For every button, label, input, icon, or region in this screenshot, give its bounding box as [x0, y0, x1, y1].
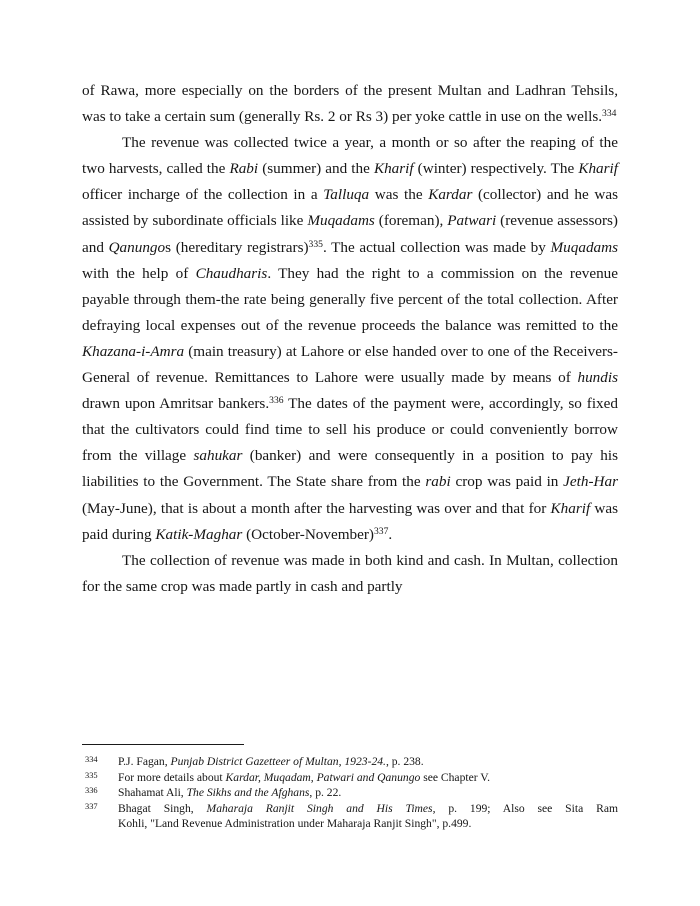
body-paragraph [82, 78, 618, 130]
italic-term: Rabi [229, 160, 259, 178]
footnote-list [82, 754, 618, 831]
text-run: P.J. Fagan, [118, 755, 171, 768]
footnote-reference: 336 [269, 395, 284, 407]
italic-term: Kharif [550, 499, 591, 517]
body-text-column [82, 78, 618, 600]
footnote-reference: 335 [308, 238, 323, 250]
text-run: Shahamat Ali, [118, 786, 187, 800]
text-run: see Chapter V. [420, 770, 491, 784]
text-run: of Rawa, more especially on the borders of the present Multan and Ladhran Tehsils, was to take a certain sum (generally Rs. 2 or Rs 3) per yoke cattle in use on the wells. [82, 82, 618, 126]
italic-term: hundis [577, 369, 618, 387]
text-run: (winter) respectively. The [413, 160, 579, 178]
text-run: (banker) and were consequently in a position to pay his liabilities to the Government. The State share from the [82, 447, 618, 491]
footnote-line [118, 817, 471, 830]
text-run: , p. 22. [309, 786, 342, 800]
footnote-item [82, 770, 618, 785]
text-run: crop was paid in [450, 473, 564, 491]
italic-term: Punjab District Gazetteer of Multan, 1923-24. [170, 755, 386, 768]
italic-term: Kardar, Muqadam, Patwari and Qanungo [225, 770, 421, 784]
text-run: (main treasury) at Lahore or else handed over to one of the Receivers-General of revenue. Remittances to Lahore were usually made by means of [82, 342, 618, 387]
text-run: drawn upon Amritsar bankers. [82, 395, 270, 413]
text-run: (May-June), that is about a month after the harvesting was over and that for [82, 499, 551, 517]
footnote-number: 334 [85, 755, 98, 764]
footnote-reference: 337 [374, 525, 389, 537]
italic-term: Jeth-Har [563, 473, 618, 491]
text-run: (summer) and the [258, 160, 374, 178]
footnote-item [82, 754, 618, 769]
text-run: For more details about [118, 770, 226, 784]
footnote-separator-rule [82, 744, 244, 745]
body-paragraph [82, 548, 618, 600]
footnote-item [82, 785, 618, 800]
text-run: The collection of revenue was made in both kind and cash. In Multan, collection for the same crop was made partly in cash and partly [82, 551, 618, 595]
text-run: p. 199; Also see Sita Ram [435, 801, 618, 815]
text-run: Bhagat Singh, [118, 801, 207, 815]
italic-term: Kharif [373, 160, 414, 178]
italic-term: rabi [425, 473, 451, 491]
italic-term: Kharif [578, 160, 618, 178]
text-run: (collector) and he was assisted by subordinate officials like [82, 186, 618, 230]
footnote-line [118, 801, 618, 816]
text-run: was the [369, 186, 429, 204]
footnote-text [118, 754, 618, 769]
footnote-number: 336 [85, 786, 98, 796]
italic-term: The Sikhs and the Afghans [186, 786, 310, 800]
italic-term: Qanungo [108, 238, 166, 256]
text-run: officer incharge of the collection in a [82, 186, 324, 204]
text-run: (October-November) [242, 525, 374, 543]
footnote-text [118, 801, 618, 831]
text-run: . [388, 525, 393, 543]
footnote-text [118, 770, 618, 785]
text-run: Kohli, "Land Revenue Administration under Maharaja Ranjit Singh", p.499. [118, 816, 472, 830]
body-paragraph [82, 130, 618, 548]
text-run: (foreman), [374, 212, 448, 230]
italic-term: Maharaja Ranjit Singh and His Times, [206, 801, 436, 815]
italic-term: Muqadams [307, 212, 375, 230]
italic-term: Muqadams [550, 238, 619, 256]
footnote-reference: 334 [602, 108, 617, 120]
text-run: The dates of the payment were, accordingly, so fixed that the cultivators could find time to sell his produce or could conveniently borrow from the village [82, 395, 618, 465]
footnote-text [118, 785, 618, 800]
italic-term: Katik-Maghar [155, 525, 243, 543]
text-run: . They had the right to a commission on the revenue payable through them-the rate being generally five percent of the total collection. After defraying local expenses out of the revenue proceeds the balance was remitted to the [82, 264, 618, 334]
italic-term: Patwari [447, 212, 497, 230]
text-run: The revenue was collected twice a year, a month or so after the reaping of the two harvests, called the [82, 134, 618, 178]
text-run: s (hereditary registrars) [165, 238, 309, 256]
text-run: with the help of [82, 264, 196, 282]
text-run: . The actual collection was made by [322, 238, 551, 256]
footnote-item [82, 801, 618, 831]
footnote-number: 337 [85, 801, 98, 811]
italic-term: Talluqa [323, 186, 370, 204]
text-run: was paid during [82, 499, 619, 543]
text-run: , p. 238. [385, 755, 424, 768]
text-run: (revenue assessors) and [82, 212, 618, 256]
italic-term: Khazana-i-Amra [82, 342, 185, 360]
footnote-section [82, 744, 618, 831]
italic-term: Chaudharis [195, 264, 268, 282]
footnote-number: 335 [85, 770, 98, 780]
italic-term: sahukar [193, 447, 243, 465]
italic-term: Kardar [428, 186, 473, 204]
